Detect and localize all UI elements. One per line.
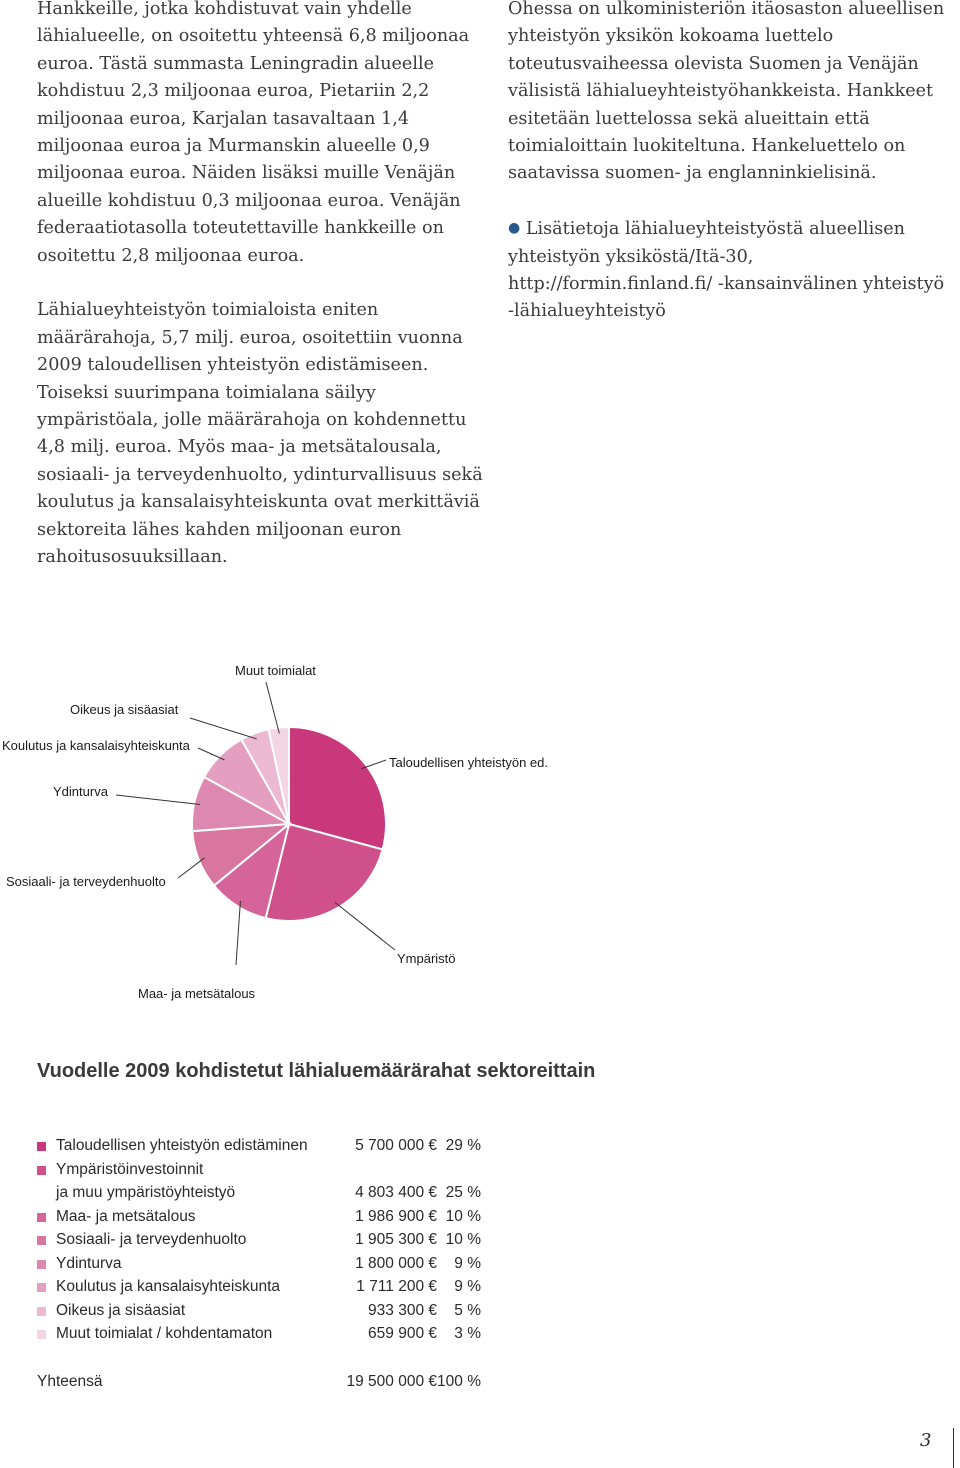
page-number: 3 (920, 1430, 932, 1451)
legend-swatch (37, 1142, 46, 1151)
bullet-text: Lisätietoja lähialueyhteistyöstä alueellisen yhteistyön yksiköstä/Itä-30, http://formin.finland.fi/ -kansainvälinen yhteistyö -lähialueyhteistyö (508, 219, 945, 322)
left-paragraph-2: Lähialueyhteistyön toimialoista eniten määrärahoja, 5,7 milj. euroa, osoitettiin vuonna 2009 taloudellisen yhteistyön edistämiseen. Toiseksi suurimpana toimialana säilyy ympäristöala, jolle määrärahoja on kohdennettu 4,8 milj. euroa. Myös maa- ja metsätalousala, sosiaali- ja terveydenhuolto, ydinturvallisuus sekä koulutus ja kansalaisyhteiskunta ovat merkittäviä sektoreita lähes kahden miljoonan euron rahoitusosuuksillaan. (37, 300, 483, 568)
legend-swatch (37, 1213, 46, 1222)
row-amount: 933 300 € (368, 1301, 437, 1319)
table-row (37, 1299, 487, 1323)
legend-swatch (37, 1307, 46, 1316)
pie-slices (192, 727, 386, 921)
pie-slice-label: Oikeus ja sisäasiat (70, 702, 179, 717)
row-name: Maa- ja metsätalous (56, 1207, 196, 1225)
row-name: Ympäristöinvestoinnit ja muu ympäristöyhteistyö (56, 1160, 236, 1201)
row-amount: 659 900 € (368, 1325, 437, 1342)
table-row (37, 1275, 487, 1299)
left-paragraph-1: Hankkeille, jotka kohdistuvat vain yhdelle lähialueelle, on osoitettu yhteensä 6,8 miljoonaa euroa. Tästä summasta Leningradin alueelle kohdistuu 2,3 miljoonaa euroa, Pietariin 2,2 miljoonaa euroa, Karjalan tasavaltaan 1,4 miljoonaa euroa ja Murmanskin alueelle 0,9 miljoonaa euroa. Näiden lisäksi muille Venäjän alueille kohdistuu 0,3 miljoonaa euroa. Venäjän federaatiotasolla toteutettaville hankkeille on osoitettu 2,8 miljoonaa euroa. (37, 0, 470, 266)
total-row (37, 1370, 487, 1394)
row-percent: 9 % (454, 1254, 481, 1272)
bullet-icon: ● (508, 220, 521, 237)
row-amount: 5 700 000 € (355, 1137, 437, 1154)
row-amount: 4 803 400 € (355, 1184, 437, 1201)
row-name: Taloudellisen yhteistyön edistäminen (56, 1137, 308, 1154)
row-name: Sosiaali- ja terveydenhuolto (56, 1231, 247, 1248)
total-amount: 19 500 000 € (346, 1373, 437, 1390)
row-amount: 1 986 900 € (355, 1207, 437, 1225)
row-amount: 1 711 200 € (356, 1278, 437, 1295)
row-percent: 9 % (454, 1278, 481, 1295)
pie-slice-label: Muut toimialat (235, 663, 316, 678)
leader-line (266, 682, 279, 734)
row-percent: 10 % (445, 1231, 481, 1248)
right-text-column (508, 0, 953, 326)
total-label: Yhteensä (37, 1373, 103, 1390)
row-amount: 1 800 000 € (355, 1254, 437, 1272)
pie-slice-label: Koulutus ja kansalaisyhteiskunta (2, 738, 190, 753)
row-percent: 29 % (445, 1137, 481, 1154)
row-percent: 25 % (445, 1184, 481, 1201)
legend-swatch (37, 1283, 46, 1292)
row-percent: 5 % (454, 1301, 481, 1319)
legend-swatch (37, 1330, 46, 1339)
table-row (37, 1134, 487, 1158)
table-row (37, 1158, 487, 1205)
table-row (37, 1205, 487, 1229)
allocation-table (37, 1134, 487, 1346)
pie-slice-label: Maa- ja metsätalous (138, 986, 256, 1001)
row-name: Oikeus ja sisäasiat (56, 1301, 186, 1319)
table-title: Vuodelle 2009 kohdistetut lähialuemäärärahat sektoreittain (37, 1060, 596, 1082)
legend-swatch (37, 1236, 46, 1245)
legend-swatch (37, 1260, 46, 1269)
left-text-column (37, 0, 487, 572)
pie-slice-label: Taloudellisen yhteistyön ed. (389, 755, 548, 770)
total-percent: 100 % (437, 1373, 481, 1390)
row-percent: 10 % (445, 1207, 481, 1225)
table-row (37, 1252, 487, 1276)
leader-line (178, 858, 205, 878)
right-bullet-item (508, 215, 953, 326)
table-row (37, 1322, 487, 1346)
row-amount: 1 905 300 € (355, 1231, 437, 1248)
page-number-rule (953, 1428, 954, 1468)
right-paragraph-1: Ohessa on ulkoministeriön itäosaston alueellisen yhteistyön yksikön kokoama luettelo toteutusvaiheessa olevista Suomen ja Venäjän välisistä lähialueyhteistyöhankkeista. Hankkeet esitetään luettelossa sekä alueittain että toimialoittain luokiteltuna. Hankeluettelo on saatavissa suomen- ja englanninkielisinä. (508, 0, 945, 184)
legend-swatch (37, 1166, 46, 1175)
row-name: Muut toimialat / kohdentamaton (56, 1325, 273, 1342)
pie-slice-label: Sosiaali- ja terveydenhuolto (6, 874, 166, 889)
sector-pie-chart (0, 650, 600, 1010)
leader-line (236, 901, 240, 965)
pie-slice-label: Ympäristö (397, 951, 456, 966)
table-row (37, 1228, 487, 1252)
leader-line (116, 795, 200, 804)
pie-slice-label: Ydinturva (53, 784, 108, 799)
leader-line (190, 718, 257, 739)
row-name: Koulutus ja kansalaisyhteiskunta (56, 1278, 281, 1295)
row-percent: 3 % (454, 1325, 481, 1342)
leader-line (335, 902, 395, 950)
row-name: Ydinturva (56, 1254, 122, 1272)
